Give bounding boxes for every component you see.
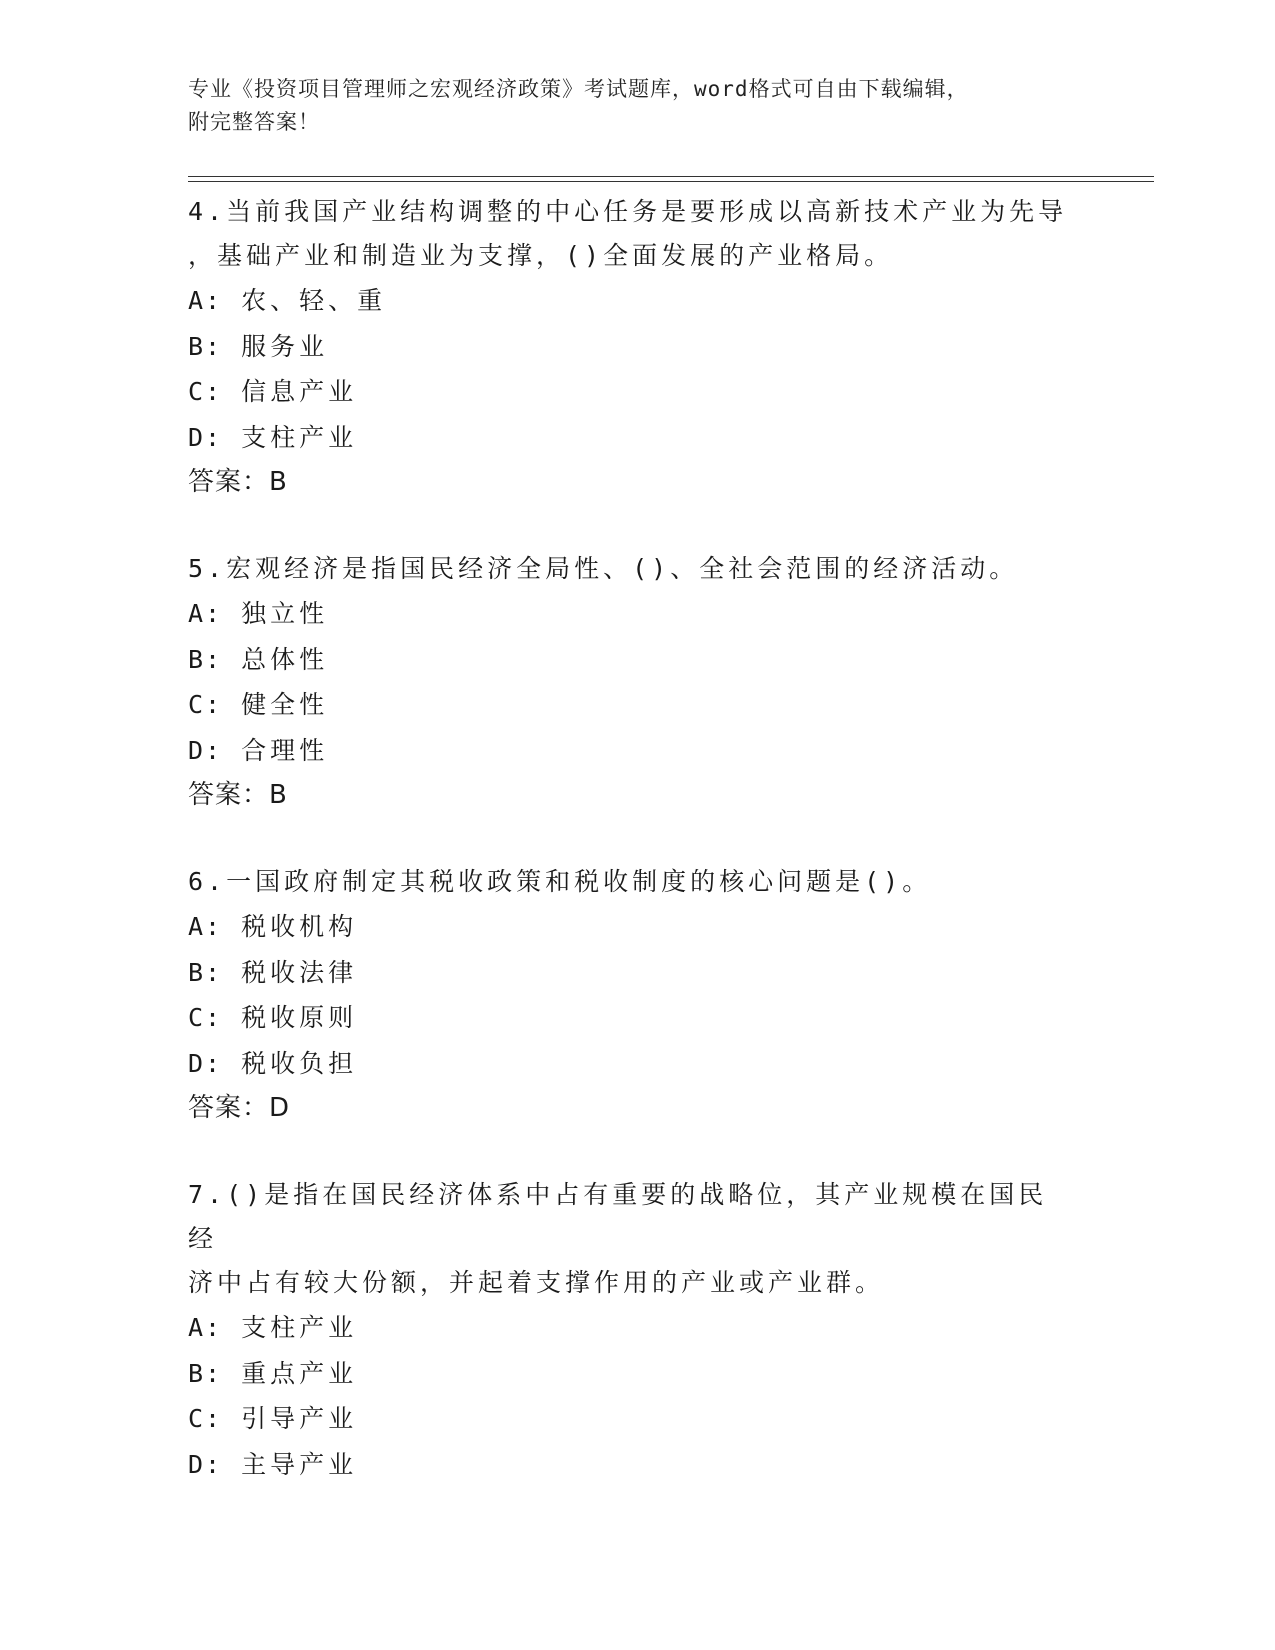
question-stem [188,190,1068,278]
option-text: 引导产业 [241,1404,358,1433]
answer-line: 答案：B [188,780,288,810]
option-c [188,682,1088,728]
option-text: 服务业 [241,331,329,361]
stem-line: ，基础产业和制造业为支撑，()全面发展的产业格局。 [188,241,894,270]
option-text: 总体性 [241,644,329,674]
document-header [188,73,1068,139]
option-key: C: [188,1003,223,1032]
question-4 [188,190,1088,505]
option-key: B: [188,644,223,674]
question-stem [188,547,1068,591]
option-text: 重点产业 [241,1358,358,1388]
option-b [188,324,1088,370]
option-d [188,1442,1088,1488]
question-5 [188,547,1088,818]
header-line-2: 附完整答案！ [188,110,320,134]
option-key: B: [188,1358,223,1388]
question-7 [188,1173,1088,1487]
option-d [188,1041,1088,1087]
stem-line: 4.当前我国产业结构调整的中心任务是要形成以高新技术产业为先导 [188,197,1068,226]
option-text: 农、轻、重 [241,286,387,315]
option-key: B: [188,957,223,987]
option-d [188,415,1088,461]
option-text: 合理性 [241,735,329,765]
option-text: 税收机构 [241,912,358,941]
option-text: 税收负担 [241,1048,358,1078]
option-b [188,1351,1088,1397]
stem-line: 5.宏观经济是指国民经济全局性、()、全社会范围的经济活动。 [188,554,1019,583]
option-text: 支柱产业 [241,1313,358,1342]
header-line-1: 专业《投资项目管理师之宏观经济政策》考试题库，word格式可自由下载编辑， [188,77,969,101]
option-text: 税收法律 [241,957,358,987]
option-text: 主导产业 [241,1449,358,1479]
question-list [188,190,1088,1529]
option-key: D: [188,422,223,452]
option-a [188,278,1088,324]
option-key: A: [188,912,223,941]
option-c [188,995,1088,1041]
option-key: D: [188,1449,223,1479]
option-text: 信息产业 [241,377,358,406]
option-c [188,1396,1088,1442]
option-key: B: [188,331,223,361]
option-b [188,950,1088,996]
option-key: C: [188,690,223,719]
option-text: 独立性 [241,599,329,628]
option-key: A: [188,286,223,315]
option-key: C: [188,1404,223,1433]
option-d [188,728,1088,774]
stem-line: 6.一国政府制定其税收政策和税收制度的核心问题是()。 [188,867,932,896]
option-b [188,637,1088,683]
question-stem [188,860,1068,904]
option-a [188,904,1088,950]
option-a [188,1305,1088,1351]
option-key: A: [188,599,223,628]
answer-line: 答案：D [188,1093,291,1123]
option-key: C: [188,377,223,406]
option-text: 税收原则 [241,1003,358,1032]
option-key: D: [188,735,223,765]
stem-line: 济中占有较大份额，并起着支撑作用的产业或产业群。 [188,1268,885,1297]
option-key: D: [188,1048,223,1078]
question-6 [188,860,1088,1131]
option-a [188,591,1088,637]
option-text: 健全性 [241,690,329,719]
stem-line: 7.()是指在国民经济体系中占有重要的战略位，其产业规模在国民经 [188,1180,1048,1253]
answer-line: 答案：B [188,467,288,497]
option-text: 支柱产业 [241,422,358,452]
header-divider-bottom [188,181,1154,182]
header-divider-top [188,176,1154,177]
question-stem [188,1173,1068,1305]
option-c [188,369,1088,415]
option-key: A: [188,1313,223,1342]
